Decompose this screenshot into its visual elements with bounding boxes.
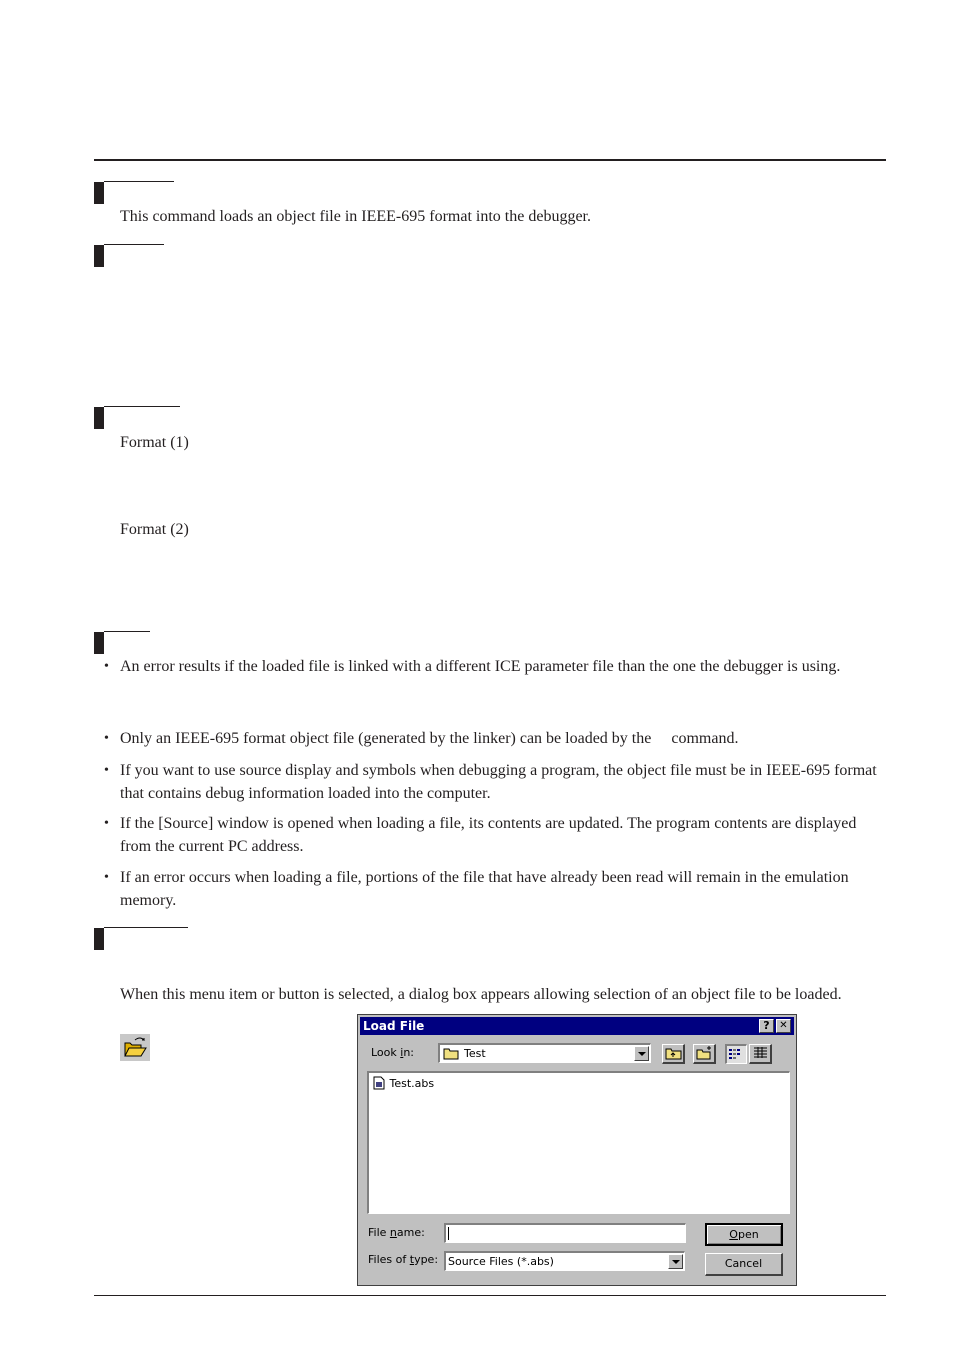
section-marker-format — [94, 407, 104, 429]
bullet-2: • — [104, 731, 109, 746]
section-marker-function — [94, 182, 104, 204]
bullet-5: • — [104, 870, 109, 885]
chevron-down-icon[interactable] — [634, 1046, 649, 1061]
look-in-label: Look in: — [371, 1046, 415, 1059]
up-one-level-button[interactable] — [662, 1044, 685, 1064]
files-of-type-value: Source Files (*.abs) — [448, 1255, 554, 1268]
footer-rule — [94, 1295, 886, 1296]
list-item[interactable] — [372, 1076, 434, 1090]
description-text: This command loads an object file in IEEE-695 format into the debugger. — [120, 208, 591, 225]
file-list[interactable] — [367, 1071, 790, 1214]
note-3: If you want to use source display and symbols when debugging a program, the object file must be in IEEE-695 format that contains debug information loaded into the computer. — [120, 762, 877, 802]
bullet-3: • — [104, 763, 109, 778]
cancel-button[interactable]: Cancel — [705, 1253, 783, 1276]
section-marker-icon — [94, 245, 104, 267]
open-folder-icon[interactable] — [120, 1034, 150, 1061]
file-name-field[interactable] — [444, 1223, 686, 1243]
section-underline-gui — [104, 927, 188, 928]
chevron-down-icon[interactable] — [668, 1254, 683, 1269]
details-view-icon — [751, 1045, 770, 1061]
note-1: An error results if the loaded file is linked with a different ICE parameter file than the one the debugger is using. — [120, 658, 841, 675]
files-of-type-dropdown[interactable] — [444, 1251, 685, 1271]
details-view-button[interactable] — [749, 1044, 772, 1064]
list-view-button[interactable] — [725, 1044, 747, 1064]
text-cursor — [448, 1227, 449, 1240]
list-view-icon — [727, 1046, 745, 1062]
note-4: If the [Source] window is opened when loading a file, its contents are updated. The program contents are displayed from the current PC address. — [120, 815, 857, 855]
format1-label: Format (1) — [120, 434, 189, 451]
gui-description: When this menu item or button is selected, a dialog box appears allowing selection of an object file to be loaded. — [120, 986, 842, 1003]
section-underline-function — [104, 181, 174, 182]
format2-label: Format (2) — [120, 521, 189, 538]
new-folder-button[interactable] — [693, 1044, 716, 1064]
look-in-value: Test — [464, 1047, 486, 1060]
file-name: Test.abs — [389, 1077, 435, 1090]
files-of-type-label: Files of type: — [368, 1253, 439, 1266]
close-button[interactable]: ✕ — [776, 1019, 791, 1033]
section-underline-icon — [104, 244, 164, 245]
note-5: If an error occurs when loading a file, portions of the file that have already been read will remain in the emulation memory. — [120, 869, 849, 909]
help-button[interactable]: ? — [759, 1019, 774, 1033]
file-icon — [372, 1076, 386, 1090]
up-folder-icon — [664, 1045, 683, 1061]
section-underline-format — [104, 406, 180, 407]
bullet-1: • — [104, 659, 109, 674]
look-in-dropdown[interactable] — [438, 1043, 651, 1063]
note-2: Only an IEEE-695 format object file (generated by the linker) can be loaded by the command. — [120, 730, 739, 747]
new-folder-icon — [695, 1045, 714, 1061]
dialog-titlebar — [360, 1017, 794, 1035]
section-underline-notes — [104, 631, 150, 632]
header-rule — [94, 159, 886, 161]
dialog-title: Load File — [363, 1019, 425, 1033]
file-name-label: File name: — [368, 1226, 425, 1239]
section-marker-gui — [94, 928, 104, 950]
load-file-dialog — [357, 1014, 797, 1286]
section-marker-notes — [94, 632, 104, 654]
bullet-4: • — [104, 816, 109, 831]
folder-icon — [443, 1047, 459, 1063]
open-button[interactable]: Open — [705, 1223, 783, 1246]
